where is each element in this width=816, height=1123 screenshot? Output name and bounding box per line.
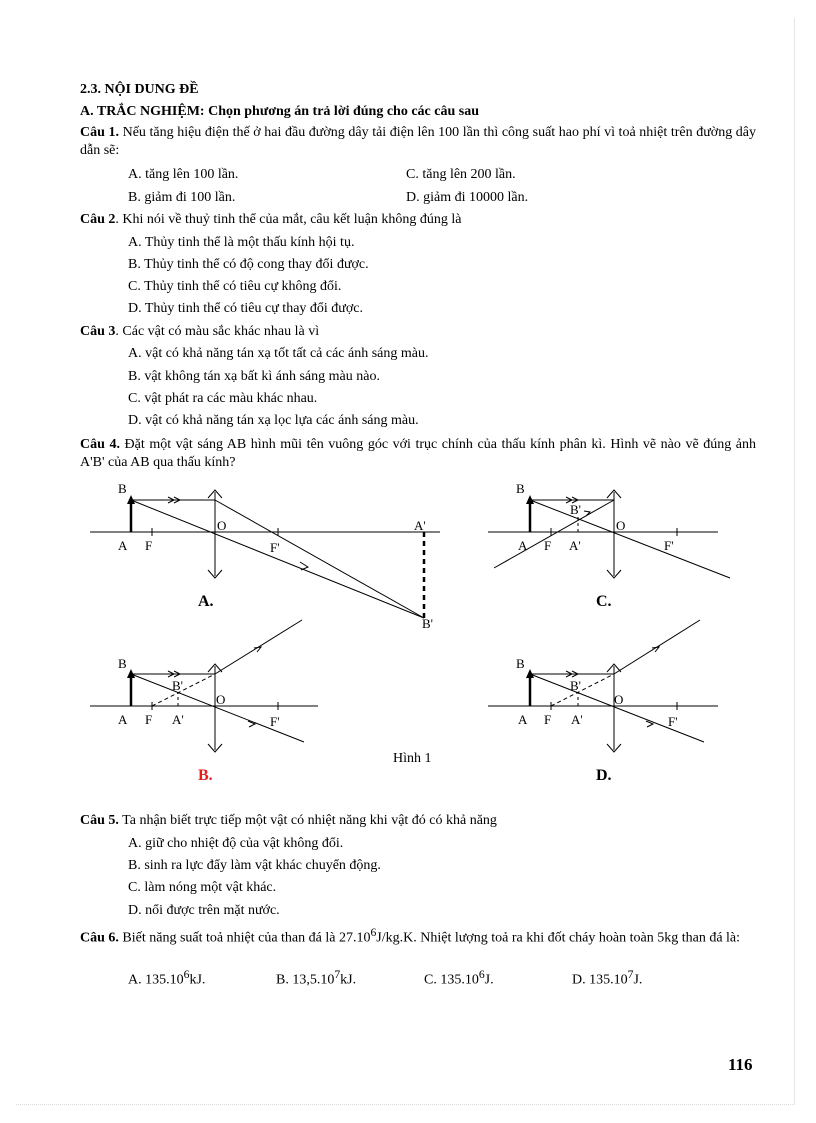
question-1-label: Câu 1.	[80, 125, 119, 140]
diagram-d-label-a: A	[518, 712, 528, 727]
question-1-option-d: D. giảm đi 10000 lần.	[406, 190, 529, 205]
diagram-c-label-b: B	[516, 481, 525, 496]
diagram-c-ray-center	[530, 500, 730, 578]
diagram-c-caption: C.	[596, 593, 612, 610]
section-heading: 2.3. NỘI DUNG ĐỀ	[80, 82, 199, 97]
diagram-d-label-aprime: A'	[571, 712, 583, 727]
diagram-c-ray-refracted	[494, 500, 614, 568]
diagram-a-label-o: O	[217, 518, 227, 533]
figure-caption: Hình 1	[393, 751, 432, 766]
diagram-d-label-bprime: B'	[570, 678, 582, 693]
diagram-c-label-o: O	[616, 518, 626, 533]
diagram-a-label-bprime: B'	[422, 616, 434, 631]
question-2-option-b: B. Thủy tinh thể có độ cong thay đổi được.	[128, 257, 369, 272]
question-5-option-b: B. sinh ra lực đẩy làm vật khác chuyển động.	[128, 858, 381, 873]
question-6-text-before: Biết năng suất toả nhiệt của than đá là 27.10	[122, 930, 371, 946]
question-2-option-c: C. Thủy tinh thể có tiêu cự không đổi.	[128, 279, 342, 294]
diagram-b-label-aprime: A'	[172, 712, 184, 727]
question-6-option-b: B. 13,5.10$^7$kJ.	[276, 968, 357, 988]
diagram-b-ray-extension	[152, 674, 215, 706]
question-5-option-a: A. giữ cho nhiệt độ của vật không đổi.	[128, 836, 344, 851]
diagram-c-label-fprime: F'	[664, 538, 674, 553]
question-1-option-c: C. tăng lên 200 lần.	[406, 167, 516, 182]
question-5-option-d: D. nổi được trên mặt nước.	[128, 903, 280, 918]
question-6-option-a: A. 135.10$^6$kJ.	[128, 968, 206, 988]
diagram-c-label-aprime: A'	[569, 538, 581, 553]
question-6-text-after: J/kg.K. Nhiệt lượng toả ra khi đốt cháy hoàn toàn 5kg than đá là:	[376, 930, 741, 946]
question-2-option-d: D. Thủy tinh thể có tiêu cự thay đổi được.	[128, 301, 363, 316]
diagram-a-ray-refracted	[215, 500, 424, 618]
question-2-label: Câu 2	[80, 212, 116, 227]
question-6-option-d: D. 135.10$^7$J.	[572, 968, 643, 988]
question-3-option-d: D. vật có khả năng tán xạ lọc lựa các ánh sáng màu.	[128, 413, 419, 428]
diagram-c	[488, 490, 730, 578]
question-5	[80, 813, 497, 829]
diagram-b-label-fprime: F'	[270, 714, 280, 729]
diagram-a	[90, 490, 440, 618]
question-3	[80, 324, 319, 340]
part-a-heading: A. TRẮC NGHIỆM: Chọn phương án trả lời đúng cho các câu sau	[80, 104, 479, 119]
diagram-d-ray-extension	[551, 674, 614, 706]
diagram-d-label-f: F	[544, 712, 552, 727]
question-3-option-a: A. vật có khả năng tán xạ tốt tất cả các ánh sáng màu.	[128, 346, 429, 361]
question-1-option-b: B. giảm đi 100 lần.	[128, 190, 236, 205]
figure-1	[0, 470, 816, 800]
question-5-label: Câu 5.	[80, 813, 119, 828]
question-5-text: Ta nhận biết trực tiếp một vật có nhiệt năng khi vật đó có khả năng	[122, 813, 497, 828]
question-3-label: Câu 3	[80, 324, 116, 339]
diagram-a-label-f: F	[145, 538, 153, 553]
question-3-text: . Các vật có màu sắc khác nhau là vì	[115, 324, 320, 339]
question-6-option-c: C. 135.10$^6$J.	[424, 968, 494, 988]
question-1-option-a: A. tăng lên 100 lần.	[128, 167, 239, 182]
question-2-text: . Khi nói về thuỷ tinh thể của mắt, câu kết luận không đúng là	[115, 212, 462, 227]
question-6-label: Câu 6.	[80, 930, 119, 946]
diagram-a-label-a: A	[118, 538, 128, 553]
diagram-d-label-b: B	[516, 656, 525, 671]
question-4-text: Đặt một vật sáng AB hình mũi tên vuông góc với trục chính của thấu kính phân kì. Hình vẽ nào vẽ đúng ảnh A'B' của AB qua thấu kính?	[80, 437, 757, 470]
question-6-text-sup: 6	[370, 926, 377, 939]
diagram-b-label-o: O	[216, 692, 226, 707]
diagram-c-label-bprime: B'	[570, 502, 582, 517]
diagram-d	[488, 620, 718, 752]
diagram-d-ray-center	[530, 674, 704, 742]
diagram-b-label-a: A	[118, 712, 128, 727]
diagram-b-caption: B.	[198, 767, 213, 784]
question-4	[80, 436, 756, 472]
diagram-c-label-f: F	[544, 538, 552, 553]
diagram-a-ray-center	[131, 500, 424, 618]
diagram-a-label-b: B	[118, 481, 127, 496]
question-2	[80, 212, 461, 228]
diagram-d-caption: D.	[596, 767, 612, 784]
page-number: 116	[728, 1055, 753, 1074]
diagram-b-label-b: B	[118, 656, 127, 671]
diagram-b-label-f: F	[145, 712, 153, 727]
diagram-b-label-bprime: B'	[172, 678, 184, 693]
diagram-d-label-fprime: F'	[668, 714, 678, 729]
question-3-option-c: C. vật phát ra các màu khác nhau.	[128, 391, 318, 406]
diagram-a-caption: A.	[198, 593, 214, 610]
question-2-option-a: A. Thủy tinh thể là một thấu kính hội tụ.	[128, 235, 355, 250]
question-5-option-c: C. làm nóng một vật khác.	[128, 880, 277, 895]
diagram-a-label-fprime: F'	[270, 540, 280, 555]
question-6	[80, 924, 756, 948]
diagram-c-label-a: A	[518, 538, 528, 553]
diagram-b	[90, 620, 318, 752]
question-1-text: Nếu tăng hiệu điện thế ở hai đầu đường dây tải điện lên 100 lần thì công suất hao phí vì toả nhiệt trên đường dây dẫn sẽ:	[80, 125, 756, 158]
question-1	[80, 124, 756, 160]
diagram-d-label-o: O	[614, 692, 624, 707]
diagram-c-ray-arrow-2	[584, 511, 590, 516]
question-4-label: Câu 4.	[80, 437, 120, 452]
question-3-option-b: B. vật không tán xạ bất kì ánh sáng màu nào.	[128, 369, 380, 384]
diagram-a-label-aprime: A'	[414, 518, 426, 533]
